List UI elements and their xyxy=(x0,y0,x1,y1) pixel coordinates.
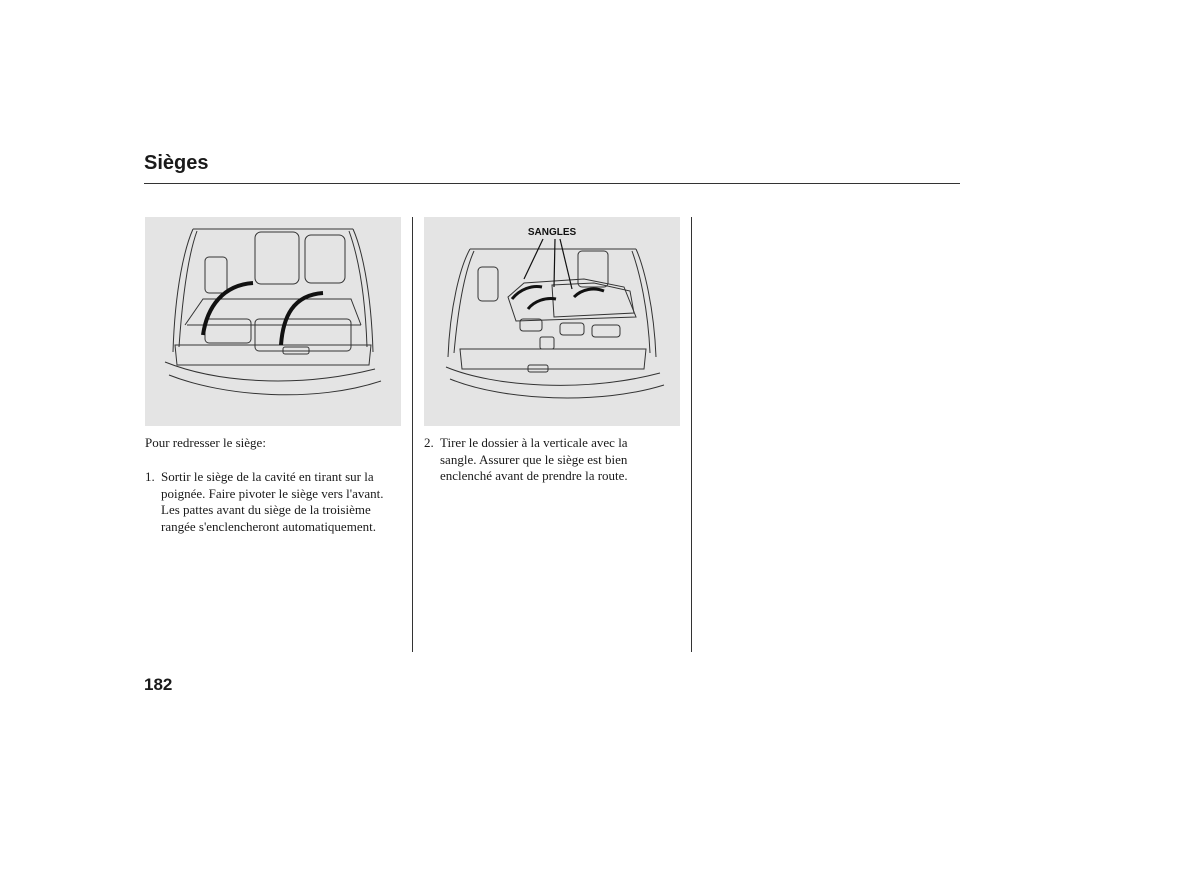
figure-label-sangles: SANGLES xyxy=(527,227,577,238)
step-1-line: Sortir le siège de la cavité en tirant sur la xyxy=(161,469,374,484)
cargo-illustration-2 xyxy=(424,217,680,426)
column-divider-2 xyxy=(691,217,692,652)
step-2-number: 2. xyxy=(424,435,434,450)
cargo-illustration-1 xyxy=(145,217,401,426)
step-1-line: poignée. Faire pivoter le siège vers l'avant. xyxy=(161,485,384,501)
step-2-line: Tirer le dossier à la verticale avec la xyxy=(440,435,628,450)
step-1-line: rangée s'enclencheront automatiquement. xyxy=(161,519,376,535)
page-title: Sièges xyxy=(144,152,209,174)
figure-seat-in-well xyxy=(145,217,401,426)
step-1-number: 1. xyxy=(145,469,155,484)
step-1-line: Les pattes avant du siège de la troisième xyxy=(161,502,371,518)
header-rule xyxy=(144,183,960,184)
intro-text: Pour redresser le siège: xyxy=(145,435,266,450)
step-1-body xyxy=(161,469,384,536)
step-2-line: enclenché avant de prendre la route. xyxy=(440,468,628,484)
column-divider-1 xyxy=(412,217,413,652)
step-2-body xyxy=(440,435,628,485)
figure-straps xyxy=(424,217,680,426)
step-2-line: sangle. Assurer que le siège est bien xyxy=(440,451,628,467)
page-number: 182 xyxy=(144,675,173,694)
